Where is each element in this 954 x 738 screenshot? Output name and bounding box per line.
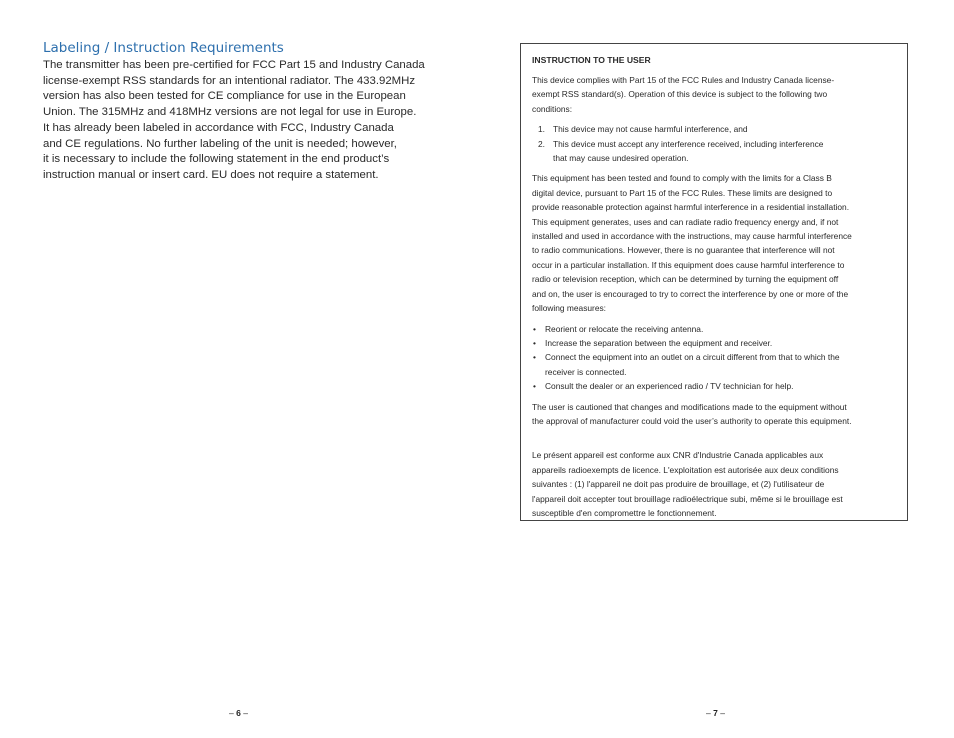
- paragraph-line: it is necessary to include the following statement in the end product’s: [43, 153, 390, 166]
- french-statement-paragraph: [532, 448, 904, 520]
- user-instruction-box: [520, 43, 908, 521]
- list-item-line: receiver is connected.: [545, 366, 627, 377]
- list-item-line: Consult the dealer or an experienced radio / TV technician for help.: [545, 381, 794, 392]
- class-b-paragraph: [532, 171, 904, 315]
- list-item: [532, 379, 904, 393]
- paragraph-line: l'appareil doit accepter tout brouillage radioélectrique subi, même si le brouillage est: [532, 493, 843, 504]
- page-number-dash: –: [243, 708, 248, 718]
- page-number-right: [477, 708, 954, 718]
- page-number-dash: –: [720, 708, 725, 718]
- bullet: •: [533, 337, 536, 348]
- paragraph-line: Union. The 315MHz and 418MHz versions are not legal for use in Europe.: [43, 106, 417, 119]
- spacer: [532, 434, 904, 448]
- paragraph-line: license-exempt RSS standards for an intentional radiator. The 433.92MHz: [43, 74, 416, 87]
- list-item-line: Connect the equipment into an outlet on a circuit different from that to which the: [545, 352, 840, 363]
- labeling-paragraph: [43, 58, 463, 184]
- list-item-line: that may cause undesired operation.: [553, 153, 689, 164]
- bullet: •: [533, 381, 536, 392]
- page-number-dash: –: [706, 708, 711, 718]
- list-item-line: This device may not cause harmful interference, and: [553, 124, 748, 135]
- paragraph-line: susceptible d'en compromettre le fonctionnement.: [532, 507, 717, 518]
- page-number-value: 6: [236, 708, 241, 718]
- paragraph-line: to radio communications. However, there is no guarantee that interference will not: [532, 245, 835, 256]
- paragraph-line: instruction manual or insert card. EU does not require a statement.: [43, 168, 379, 181]
- paragraph-line: provide reasonable protection against harmful interference in a residential installation.: [532, 202, 850, 213]
- paragraph-line: exempt RSS standard(s). Operation of this device is subject to the following two: [532, 89, 828, 100]
- list-number: 1.: [538, 124, 545, 135]
- paragraph-line: following measures:: [532, 303, 607, 314]
- bullet: •: [533, 323, 536, 334]
- bullet: •: [533, 352, 536, 363]
- paragraph-line: The user is cautioned that changes and modifications made to the equipment without: [532, 401, 847, 412]
- caution-paragraph: [532, 400, 904, 429]
- paragraph-line: digital device, pursuant to Part 15 of the FCC Rules. These limits are designed to: [532, 187, 833, 198]
- page-number-left: [0, 708, 477, 718]
- paragraph-line: conditions:: [532, 103, 573, 114]
- paragraph-line: and on, the user is encouraged to try to correct the interference by one or more of the: [532, 288, 849, 299]
- list-item-line: Increase the separation between the equipment and receiver.: [545, 337, 773, 348]
- list-item-line: This device must accept any interference received, including interference: [553, 138, 824, 149]
- box-title: INSTRUCTION TO THE USER: [532, 55, 651, 65]
- list-item-line: Reorient or relocate the receiving antenna.: [545, 323, 704, 334]
- list-number: 2.: [538, 138, 545, 149]
- conditions-list: [532, 122, 904, 165]
- paragraph-line: The transmitter has been pre-certified for FCC Part 15 and Industry Canada: [43, 59, 425, 71]
- measures-list: [532, 322, 904, 394]
- paragraph-line: radio or television reception, which can be determined by turning the equipment off: [532, 274, 839, 285]
- section-heading: Labeling / Instruction Requirements: [43, 40, 284, 56]
- paragraph-line: and CE regulations. No further labeling of the unit is needed; however,: [43, 137, 397, 150]
- paragraph-line: Le présent appareil est conforme aux CNR d'Industrie Canada applicables aux: [532, 450, 824, 461]
- list-item: [532, 137, 904, 166]
- paragraph-line: This device complies with Part 15 of the FCC Rules and Industry Canada license-: [532, 75, 835, 85]
- list-item: [532, 322, 904, 336]
- paragraph-line: suivantes : (1) l'appareil ne doit pas produire de brouillage, et (2) l'utilisateur de: [532, 479, 825, 490]
- paragraph-line: version has also been tested for CE compliance for use in the European: [43, 90, 406, 103]
- paragraph-line: installed and used in accordance with the instructions, may cause harmful interference: [532, 231, 852, 242]
- paragraph-line: appareils radioexempts de licence. L'exploitation est autorisée aux deux conditions: [532, 464, 839, 475]
- paragraph-line: occur in a particular installation. If this equipment does cause harmful interference to: [532, 259, 845, 270]
- list-item: [532, 350, 904, 379]
- paragraph-line: the approval of manufacturer could void the user’s authority to operate this equipment.: [532, 415, 852, 426]
- paragraph-line: This equipment has been tested and found to comply with the limits for a Class B: [532, 173, 832, 184]
- box-content: [532, 53, 904, 526]
- list-item: [532, 336, 904, 350]
- fcc-compliance-paragraph: [532, 73, 904, 116]
- list-item: [532, 122, 904, 136]
- page-number-value: 7: [713, 708, 718, 718]
- paragraph-line: This equipment generates, uses and can radiate radio frequency energy and, if not: [532, 216, 839, 227]
- page-number-dash: –: [229, 708, 234, 718]
- right-page: [477, 0, 954, 738]
- paragraph-line: It has already been labeled in accordance with FCC, Industry Canada: [43, 121, 394, 134]
